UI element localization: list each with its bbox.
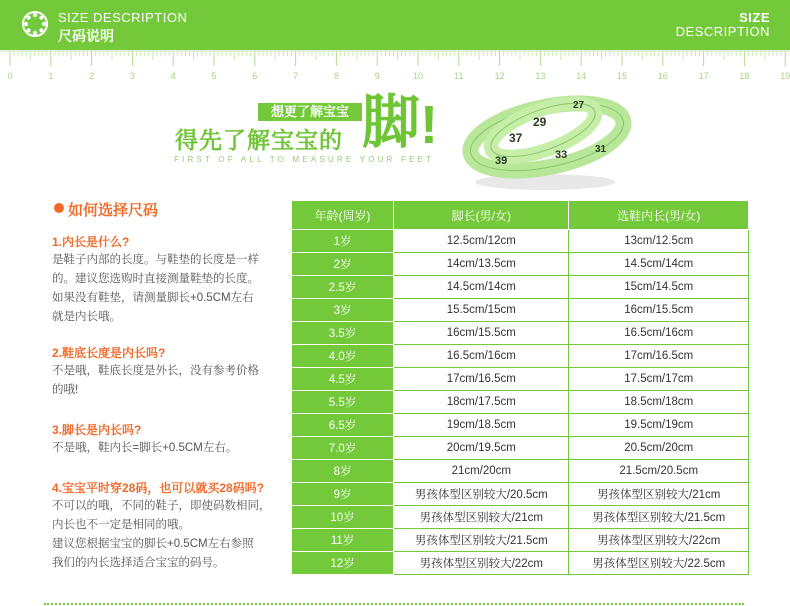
table-row [292,437,749,460]
question-4: 4.宝宝平时穿28码，也可以就买28码吗? [52,481,265,495]
ruler-label: 2 [89,71,95,81]
qa-item-4 [52,480,292,573]
ruler-label: 1 [48,71,54,81]
age-cell: 6.5岁 [292,414,394,437]
inner-length-cell: 17.5cm/17cm [569,368,749,391]
ruler-label: 5 [211,71,217,81]
inner-length-cell: 男孩体型区别较大/21cm [569,483,749,506]
question-1: 1.内长是什么? [52,235,130,249]
question-3: 3.脚长是内长吗? [52,423,142,437]
table-header-row [292,201,749,230]
foot-length-cell: 男孩体型区别较大/21cm [394,506,569,529]
ruler-label: 11 [454,71,464,81]
tape-number-2: 33 [555,149,568,161]
bullet-dot-icon [54,203,64,213]
age-cell: 10岁 [292,506,394,529]
ruler-label: 18 [739,71,750,81]
inner-length-cell: 男孩体型区别较大/22cm [569,529,749,552]
qa-item-2 [52,345,282,400]
age-cell: 3岁 [292,299,394,322]
ruler-label: 7 [293,71,299,81]
age-cell: 2.5岁 [292,276,394,299]
inner-length-cell: 男孩体型区别较大/21.5cm [569,506,749,529]
foot-length-cell: 19cm/18.5cm [394,414,569,437]
table-row [292,391,749,414]
banner-headline: 得先了解宝宝的 [175,127,343,153]
foot-length-cell: 16.5cm/16cm [394,345,569,368]
ruler-label: 4 [170,71,176,81]
ruler-label: 9 [374,71,380,81]
table-row [292,345,749,368]
banner-subtitle: FIRST OF ALL TO MEASURE YOUR FEET [174,155,435,164]
header-foot-length: 脚长(男/女) [394,201,569,230]
header-title-en: SIZE DESCRIPTION [58,10,188,25]
howto-title: 如何选择尺码 [68,202,159,219]
question-2: 2.鞋底长度是内长吗? [52,346,166,360]
foot-length-cell: 14cm/13.5cm [394,253,569,276]
header-inner-length: 选鞋内长(男/女) [569,201,749,230]
tape-number-5: 31 [595,144,607,155]
ruler-label: 3 [129,71,135,81]
ruler-label: 6 [252,71,258,81]
ruler-label: 12 [494,71,505,81]
age-cell: 4.5岁 [292,368,394,391]
banner-foot-char: 脚 [362,90,421,155]
age-cell: 12岁 [292,552,394,575]
foot-length-cell: 14.5cm/14cm [394,276,569,299]
ruler-label: 13 [535,71,546,81]
table-row [292,529,749,552]
inner-length-cell: 13cm/12.5cm [569,230,749,253]
foot-length-cell: 18cm/17.5cm [394,391,569,414]
table-row [292,299,749,322]
age-cell: 1岁 [292,230,394,253]
foot-length-cell: 男孩体型区别较大/21.5cm [394,529,569,552]
inner-length-cell: 16.5cm/16cm [569,322,749,345]
age-cell: 7.0岁 [292,437,394,460]
inner-length-cell: 男孩体型区别较大/22.5cm [569,552,749,575]
answer-1: 是鞋子内部的长度。与鞋垫的长度是一样 的。建议您选购时直接测量鞋垫的长度。 如果没有鞋垫，请测量脚长+0.5CM左右 就是内长哦。 [52,254,259,323]
foot-length-cell: 16cm/15.5cm [394,322,569,345]
age-cell: 2岁 [292,253,394,276]
table-row [292,414,749,437]
inner-length-cell: 21.5cm/20.5cm [569,460,749,483]
tape-number-4: 27 [573,100,585,111]
inner-length-cell: 20.5cm/20cm [569,437,749,460]
age-cell: 5.5岁 [292,391,394,414]
age-cell: 9岁 [292,483,394,506]
table-row [292,276,749,299]
inner-length-cell: 17cm/16.5cm [569,345,749,368]
answer-4: 不可以的哦，不同的鞋子，即使码数相同， 内长也不一定是相同的哦。 建议您根据宝宝的脚长+0.5CM左右参照 我们的内长选择适合宝宝的码号。 [52,500,271,569]
foot-length-cell: 12.5cm/12cm [394,230,569,253]
bottom-divider [44,603,744,605]
banner-tag: 想更了解宝宝 [258,103,362,121]
tape-number-1: 37 [509,131,523,145]
table-row [292,230,749,253]
ruler-label: 15 [616,71,628,81]
foot-length-cell: 20cm/19.5cm [394,437,569,460]
qa-item-1 [52,234,282,327]
foot-length-cell: 17cm/16.5cm [394,368,569,391]
tape-number-3: 39 [495,155,508,167]
inner-length-cell: 18.5cm/18cm [569,391,749,414]
answer-2: 不是哦，鞋底长度是外长，没有参考价格 的哦! [52,365,259,396]
ruler-label: 19 [780,71,790,81]
ruler-label: 8 [333,71,339,81]
ruler-label: 10 [412,71,424,81]
table-row [292,322,749,345]
inner-length-cell: 15cm/14.5cm [569,276,749,299]
header-age: 年龄(周岁) [292,201,394,230]
foot-length-cell: 21cm/20cm [394,460,569,483]
tape-number-0: 29 [533,115,547,129]
foot-length-cell: 男孩体型区别较大/22cm [394,552,569,575]
table-row [292,483,749,506]
header-bar [0,0,790,50]
circle-dots-logo-icon [21,10,49,38]
foot-length-cell: 男孩体型区别较大/20.5cm [394,483,569,506]
inner-length-cell: 16cm/15.5cm [569,299,749,322]
age-cell: 4.0岁 [292,345,394,368]
header-right-size: SIZE [739,10,770,25]
ruler-label: 16 [657,71,668,81]
ruler-label: 17 [698,71,709,81]
table-row [292,253,749,276]
table-row [292,506,749,529]
age-cell: 11岁 [292,529,394,552]
ruler-label: 14 [576,71,587,81]
foot-length-cell: 15.5cm/15cm [394,299,569,322]
table-row [292,460,749,483]
inner-length-cell: 19.5cm/19cm [569,414,749,437]
answer-3: 不是哦，鞋内长=脚长+0.5CM左右。 [52,442,238,454]
size-table [291,200,749,575]
header-title-cn: 尺码说明 [58,28,114,44]
measuring-tape-icon [455,82,635,192]
age-cell: 3.5岁 [292,322,394,345]
inner-length-cell: 14.5cm/14cm [569,253,749,276]
banner-exclamation: ! [420,95,438,155]
ruler-label: 0 [7,71,13,81]
age-cell: 8岁 [292,460,394,483]
ruler [0,50,790,84]
header-right-description: DESCRIPTION [675,24,770,39]
table-row [292,552,749,575]
qa-item-3 [52,422,282,458]
ruler-graphic [0,50,790,84]
table-row [292,368,749,391]
